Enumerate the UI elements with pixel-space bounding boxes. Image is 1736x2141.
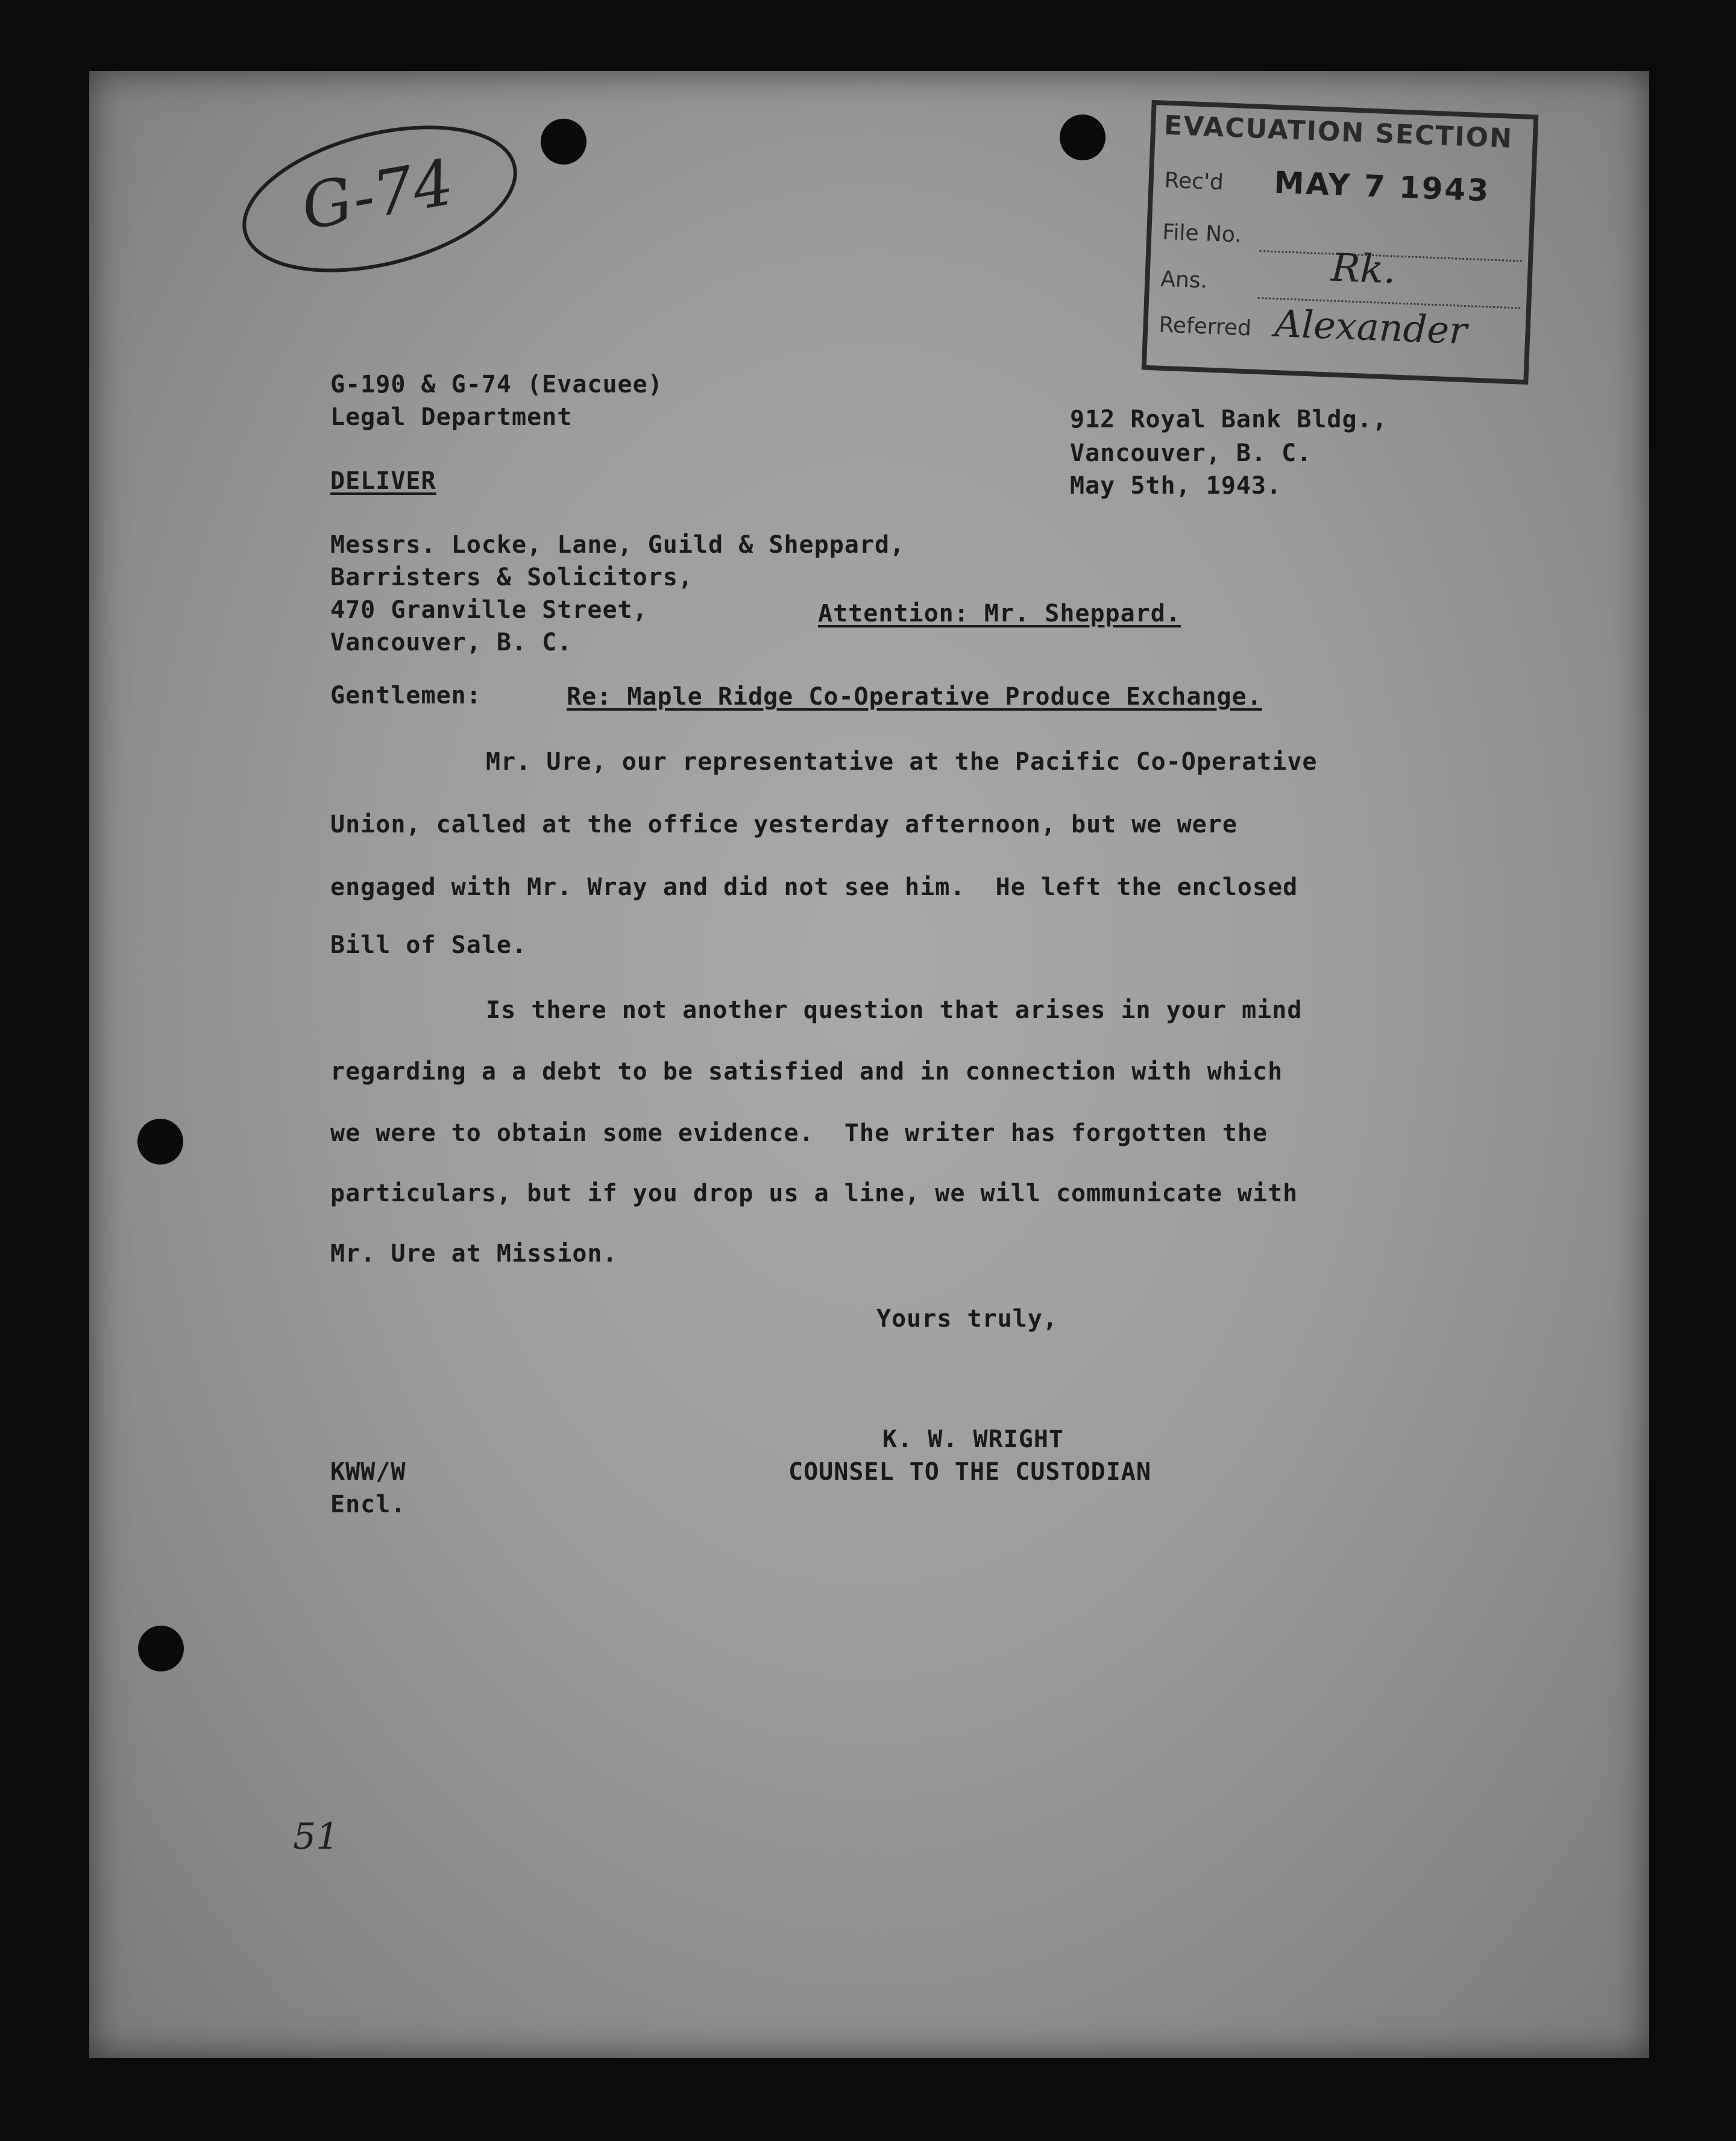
punch-hole-top-right [1060, 115, 1105, 160]
letter-date: May 5th, 1943. [1070, 472, 1282, 500]
sender-address-line-2: Vancouver, B. C. [1070, 439, 1312, 467]
punch-hole-top-left [541, 119, 587, 165]
stamp-ans-label: Ans. [1160, 266, 1208, 294]
page-number: 51 [293, 1816, 339, 1858]
file-reference: G-190 & G-74 (Evacuee) [330, 371, 663, 398]
punch-hole-left-lower [138, 1626, 184, 1671]
stamp-file-label: File No. [1162, 219, 1242, 248]
body-paragraph-1-line-3: engaged with Mr. Wray and did not see him. He left the enclosed [330, 873, 1298, 901]
file-marking: G-74 [296, 145, 459, 244]
stamp-recd-label: Rec'd [1163, 168, 1224, 195]
recipient-line-3: 470 Granville Street, [330, 596, 648, 624]
sender-address-line-1: 912 Royal Bank Bldg., [1070, 406, 1388, 433]
stamp-referred-to: Alexander [1274, 301, 1468, 353]
attention-line: Attention: Mr. Sheppard. [818, 600, 1181, 627]
enclosure-note: Encl. [330, 1491, 406, 1518]
body-paragraph-2-line-4: particulars, but if you drop us a line, we will communicate with [330, 1180, 1298, 1207]
body-paragraph-1-line-4: Bill of Sale. [330, 931, 527, 959]
department: Legal Department [330, 403, 573, 431]
signatory-title: COUNSEL TO THE CUSTODIAN [788, 1458, 1151, 1486]
delivery-note: DELIVER [330, 467, 436, 495]
signatory-name: K. W. WRIGHT [882, 1426, 1064, 1453]
stamp-referred-label: Referred [1158, 312, 1252, 341]
recipient-line-1: Messrs. Locke, Lane, Guild & Sheppard, [330, 531, 905, 559]
recipient-line-4: Vancouver, B. C. [330, 629, 573, 656]
evacuation-section-stamp [1142, 100, 1539, 385]
body-paragraph-2-line-1: Is there not another question that arises in your mind [486, 996, 1303, 1024]
body-paragraph-2-line-2: regarding a a debt to be satisfied and in connection with which [330, 1058, 1283, 1086]
punch-hole-left-middle [137, 1119, 183, 1165]
stamp-title: EVACUATION SECTION [1163, 110, 1514, 154]
stamp-ans-initials: Rk. [1330, 245, 1397, 293]
stamp-received-date: MAY 7 1943 [1273, 165, 1491, 209]
typist-initials: KWW/W [330, 1458, 406, 1486]
salutation: Gentlemen: [330, 682, 482, 709]
body-paragraph-1-line-1: Mr. Ure, our representative at the Pacific Co-Operative [486, 748, 1318, 776]
body-paragraph-2-line-5: Mr. Ure at Mission. [330, 1240, 618, 1268]
closing: Yours truly, [876, 1305, 1058, 1333]
subject-line: Re: Maple Ridge Co-Operative Produce Exchange. [567, 683, 1262, 711]
body-paragraph-2-line-3: we were to obtain some evidence. The writer has forgotten the [330, 1119, 1268, 1147]
recipient-line-2: Barristers & Solicitors, [330, 564, 693, 591]
body-paragraph-1-line-2: Union, called at the office yesterday afternoon, but we were [330, 811, 1238, 838]
